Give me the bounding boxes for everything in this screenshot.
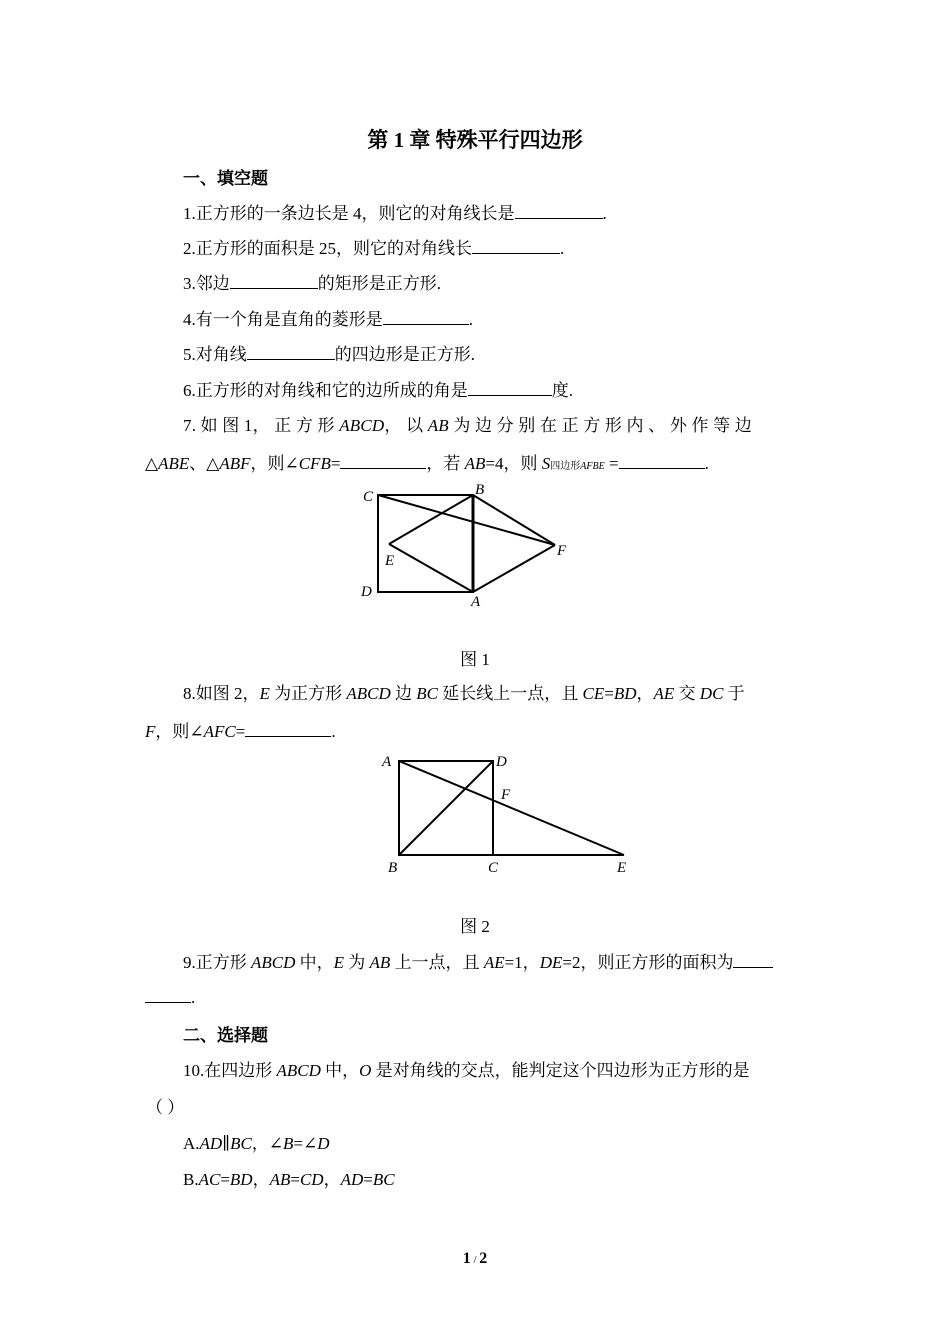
section-fill-blank: 一、填空题 xyxy=(183,169,268,188)
question-8: 8.如图 2，E 为正方形 ABCD 边 BC 延长线上一点，且 CE=BD，AE 交 DC 于 xyxy=(183,684,745,703)
fig2-label-b: B xyxy=(388,860,398,876)
question-7: 7. 如 图 1， 正 方 形 ABCD， 以 AB 为 边 分 别 在 正 方 形 内 、 外 作 等 边 xyxy=(183,416,752,435)
fig2-label-f: F xyxy=(501,787,511,803)
question-2: 2.正方形的面积是 25，则它的对角线长 . xyxy=(183,239,565,258)
page-title: 第 1 章 特殊平行四边形 xyxy=(367,128,583,152)
question-7-line-2: △ABE、△ABF，则∠CFB= ，若 AB=4，则 S四边形AFBE = . xyxy=(145,454,709,473)
fig1-label-c: C xyxy=(363,489,374,505)
fig1-line-cf xyxy=(378,495,555,545)
figure-2-caption: 图 2 xyxy=(460,917,490,936)
fig2-label-e: E xyxy=(617,860,627,876)
question-10: 10.在四边形 ABCD 中，O 是对角线的交点，能判定这个四边形为正方形的是 xyxy=(183,1061,750,1080)
fig2-label-a: A xyxy=(382,754,392,770)
question-9-line-2: . xyxy=(145,986,195,1008)
fig1-label-a: A xyxy=(471,594,481,608)
question-5: 5.对角线 的四边形是正方形. xyxy=(183,345,475,364)
fig2-line-ae xyxy=(399,761,624,855)
fig1-label-f: F xyxy=(557,543,567,559)
question-10-answer-paren: （ ） xyxy=(146,1098,185,1117)
fig1-label-d: D xyxy=(361,584,372,600)
figure-2 xyxy=(378,748,638,878)
option-a: A.AD∥BC，∠B=∠D xyxy=(183,1134,330,1153)
fig1-square xyxy=(378,495,473,592)
fig2-line-bd xyxy=(399,761,493,855)
page-number: 1 / 2 xyxy=(462,1250,488,1267)
fig2-label-d: D xyxy=(496,754,507,770)
question-8-line-2: F，则∠AFC= . xyxy=(145,722,336,741)
question-6: 6.正方形的对角线和它的边所成的角是 度. xyxy=(183,381,573,400)
question-4: 4.有一个角是直角的菱形是 . xyxy=(183,310,473,329)
figure-1 xyxy=(355,478,585,608)
fig1-label-e: E xyxy=(385,553,395,569)
fig1-label-b: B xyxy=(475,482,485,498)
section-multiple-choice: 二、选择题 xyxy=(183,1026,268,1045)
question-3: 3.邻边 的矩形是正方形. xyxy=(183,274,441,293)
option-b: B.AC=BD，AB=CD，AD=BC xyxy=(183,1170,395,1189)
figure-1-caption: 图 1 xyxy=(460,650,490,669)
question-9: 9.正方形 ABCD 中，E 为 AB 上一点，且 AE=1，DE=2，则正方形的面积为 xyxy=(183,948,773,973)
fig2-label-c: C xyxy=(488,860,499,876)
question-1: 1.正方形的一条边长是 4，则它的对角线长是 . xyxy=(183,204,607,223)
